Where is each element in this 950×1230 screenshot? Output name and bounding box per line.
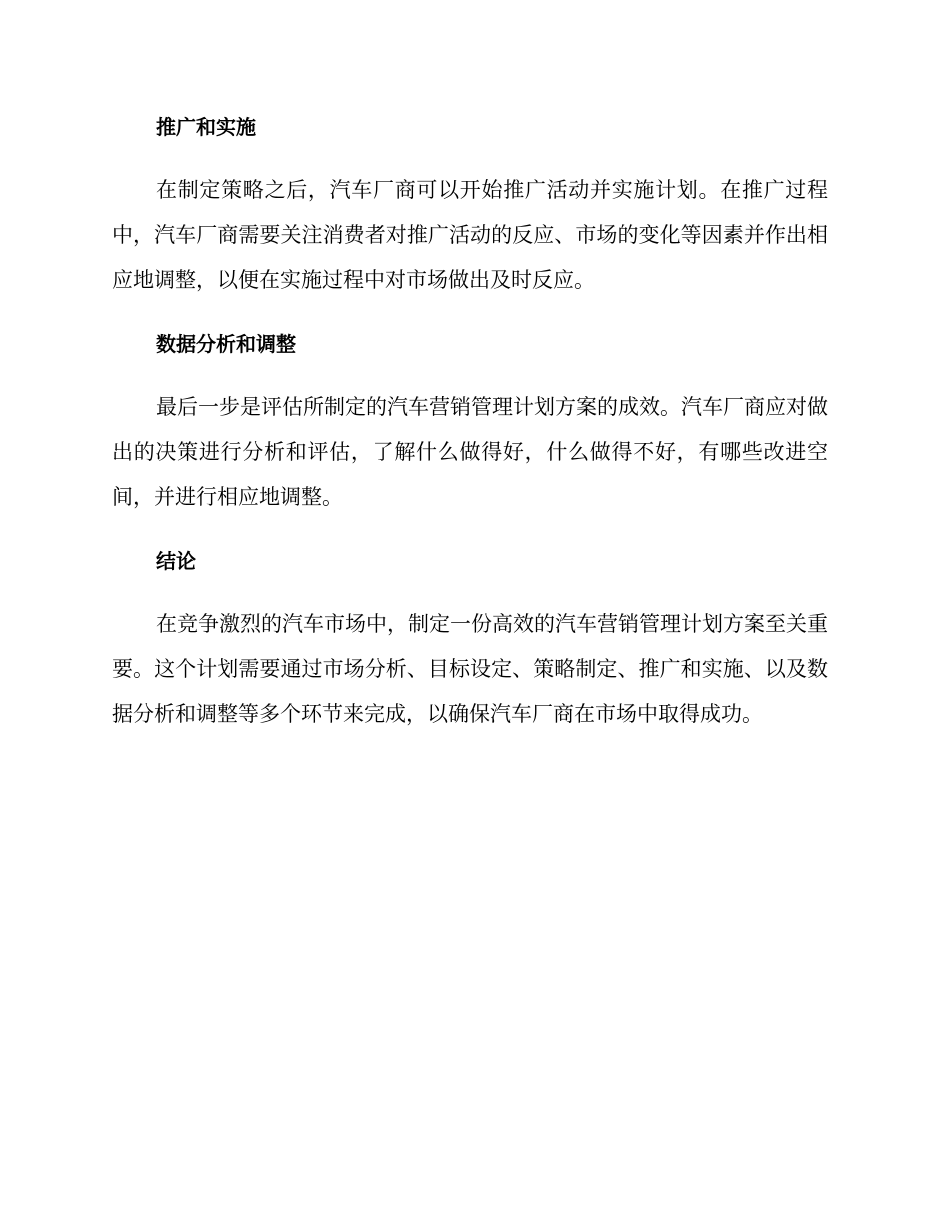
section-body-data-analysis: 最后一步是评估所制定的汽车营销管理计划方案的成效。汽车厂商应对做出的决策进行分析和评估，了解什么做得好，什么做得不好，有哪些改进空间，并进行相应地调整。: [112, 395, 828, 509]
section-heading-conclusion: 结论: [156, 549, 196, 573]
section-heading-promotion: 推广和实施: [156, 115, 256, 139]
section-heading-data-analysis: 数据分析和调整: [156, 332, 296, 356]
section-body-promotion: 在制定策略之后，汽车厂商可以开始推广活动并实施计划。在推广过程中，汽车厂商需要关注消费者对推广活动的反应、市场的变化等因素并作出相应地调整，以便在实施过程中对市场做出及时反应。: [112, 178, 828, 292]
section-body-conclusion: 在竞争激烈的汽车市场中，制定一份高效的汽车营销管理计划方案至关重要。这个计划需要通过市场分析、目标设定、策略制定、推广和实施、以及数据分析和调整等多个环节来完成，以确保汽车厂商在市场中取得成功。: [112, 612, 828, 726]
